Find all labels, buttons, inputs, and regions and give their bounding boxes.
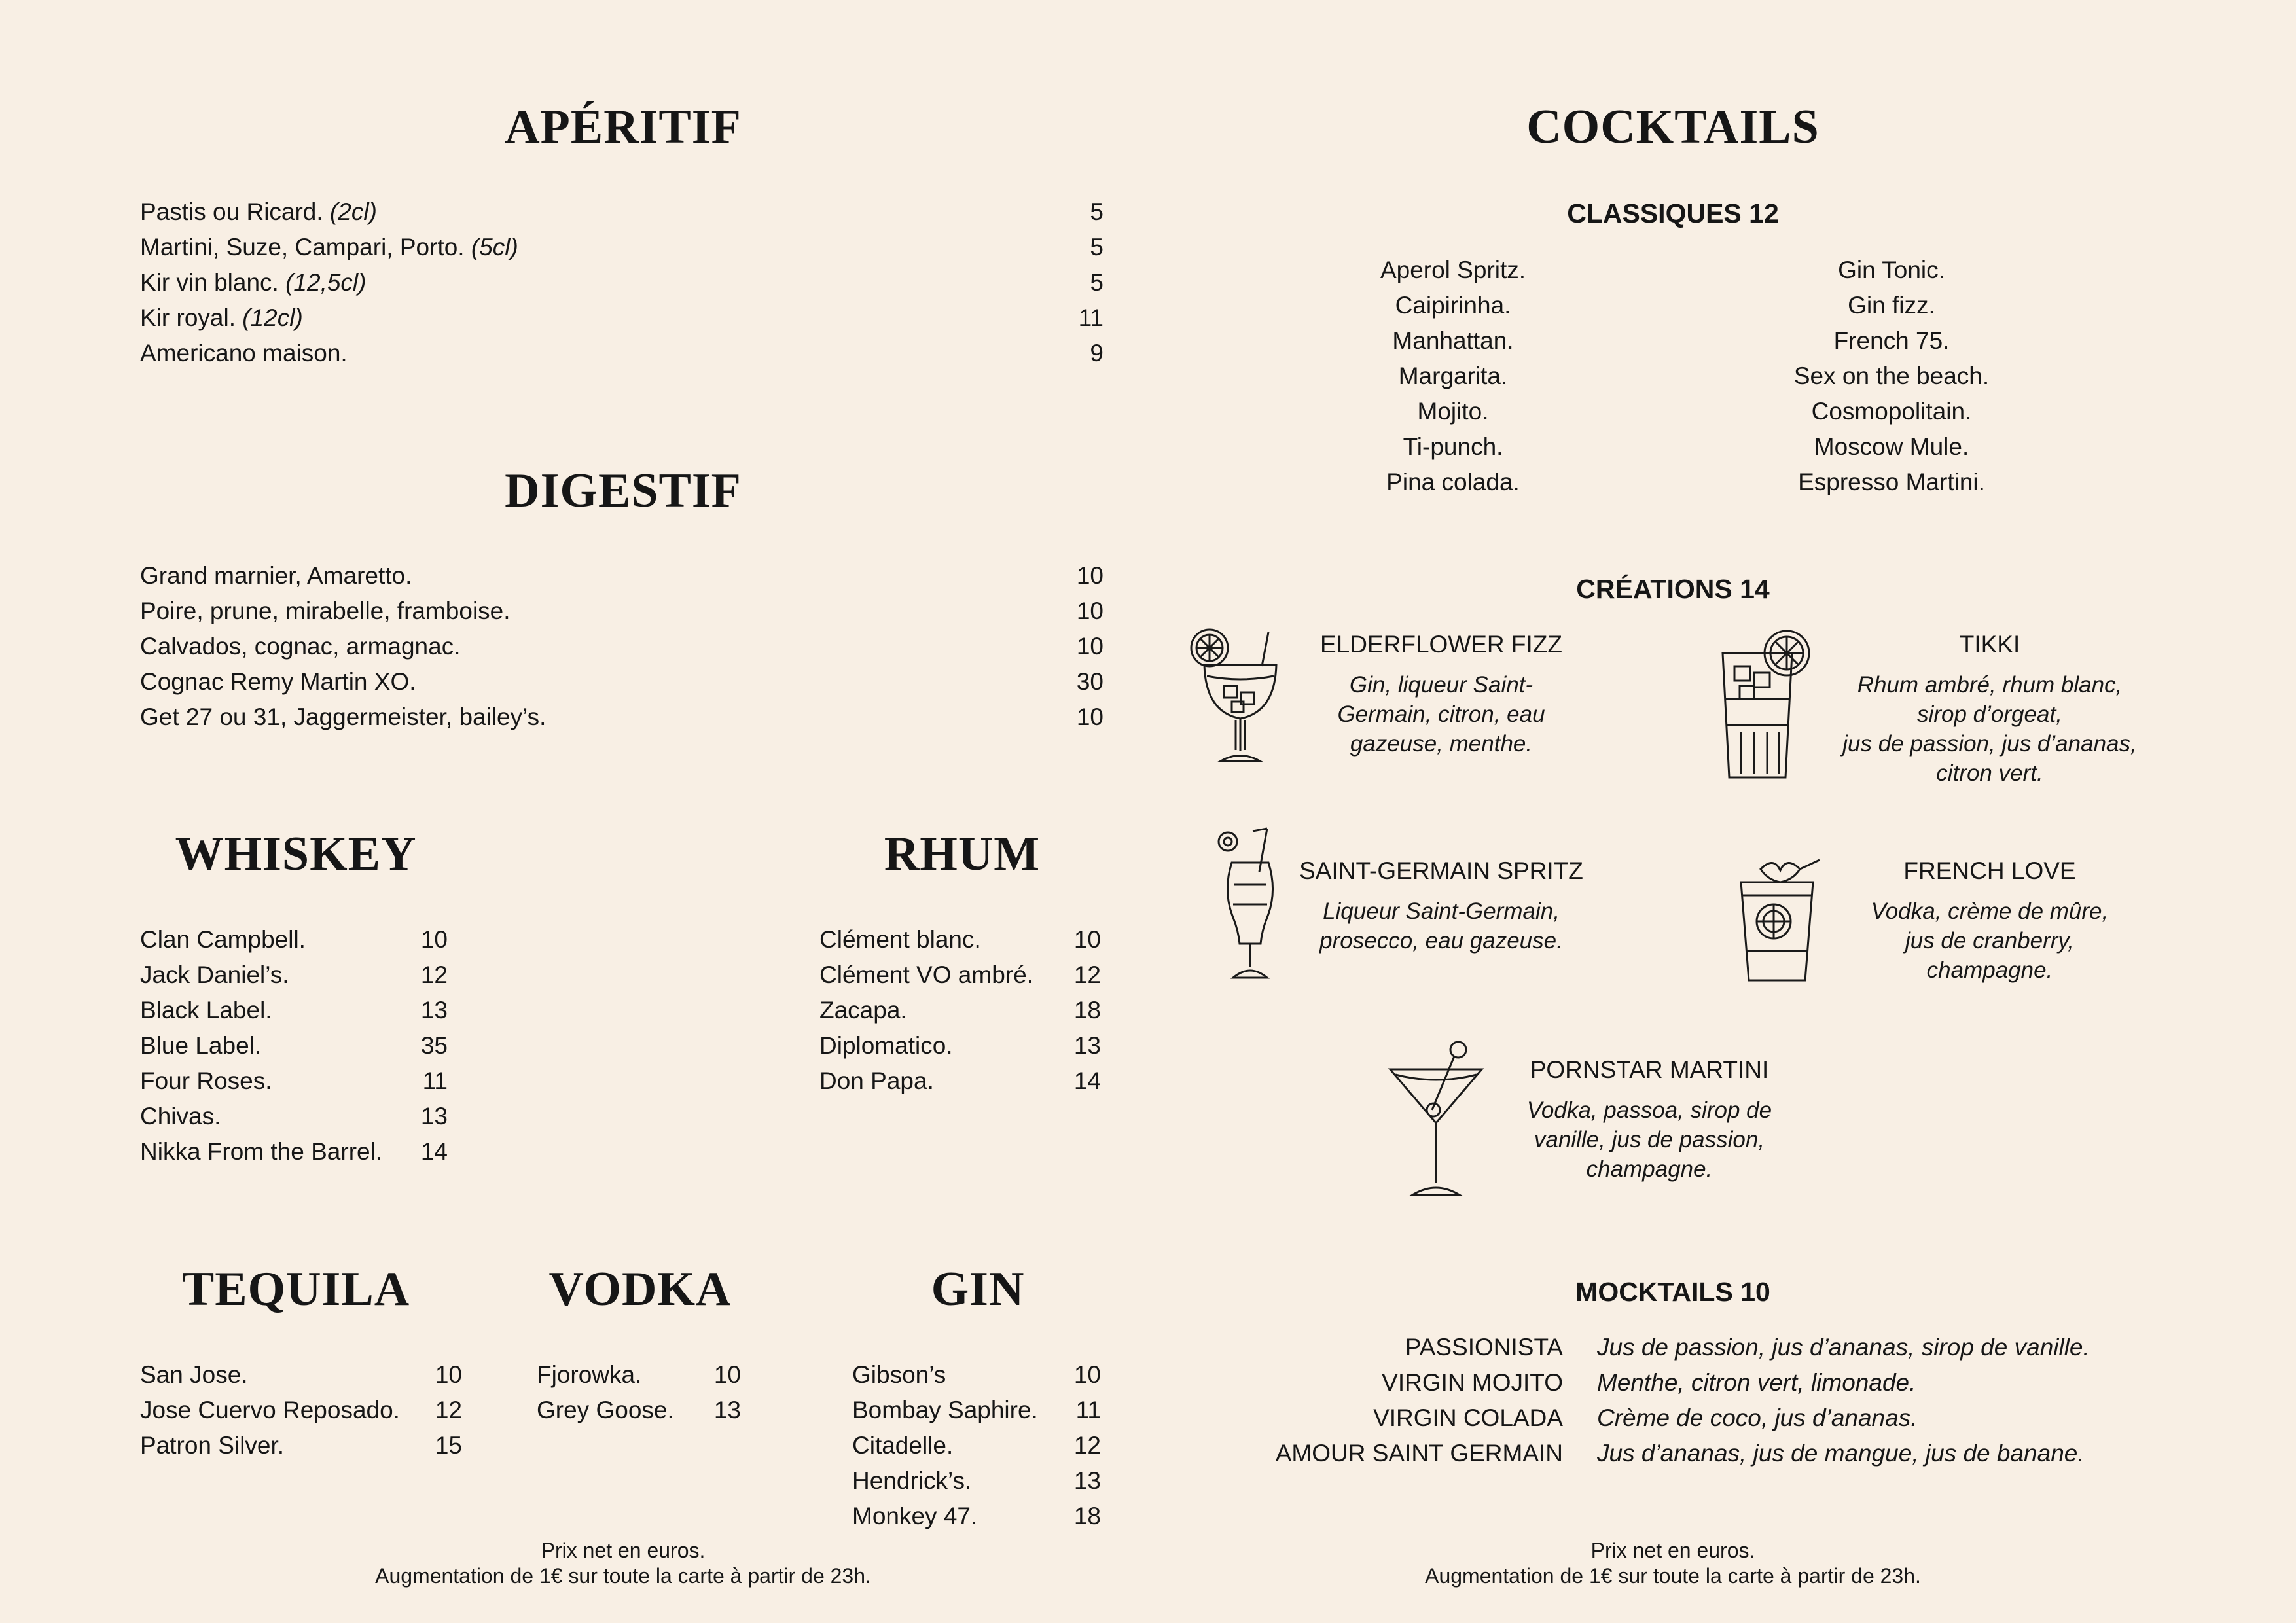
tequila-title: TEQUILA	[181, 1262, 410, 1316]
cocktail-name: TIKKI	[1959, 631, 2020, 658]
footer-right: Prix net en euros. Augmentation de 1€ sur toute la carte à partir de 23h.	[1425, 1539, 1921, 1588]
highball-glass-icon	[1715, 627, 1813, 784]
classiques-col1: Aperol Spritz. Caipirinha. Manhattan. Margarita. Mojito. Ti-punch. Pina colada.	[1380, 257, 1526, 495]
cocktails-title: COCKTAILS	[1526, 100, 1820, 154]
cocktail-description: Rhum ambré, rhum blanc, sirop d’orgeat, jus de passion, jus d’ananas, citron vert.	[1842, 672, 2137, 786]
whiskey-title: WHISKEY	[175, 827, 417, 881]
left-page: APÉRITIF Pastis ou Ricard. (2cl) 5 Martini, Suze, Campari, Porto. (5cl) 5 Kir vin blanc. (12,5cl) 5 Kir royal. (12cl) 11 Americano maison. 9 DIGESTIF Grand marnier, Amaretto. 10 Poire, prune, mirabelle, framboise. 10 Calvados, cognac, armagnac. 10 Cognac Remy Martin XO. 30 Get 27 ou 31, Jaggermeister, bailey’s. 10 WHISKEY Clan Campbell. 10 Jack Daniel’s. 12 Black Label. 13 Blue Label. 35 Four Roses. 11 Chivas. 13 Nikka From the Barrel. 14 RHUM Clément blanc. 10 Clément VO ambré. 12 Zacapa. 18 Diplomatico. 13 Don Papa. 14 TEQUILA San Jose. 10 Jose Cuervo Reposado. 12 Patron Silver. 15 VODKA Fjorowka. 10 Grey Goose. 13 GIN Gibson’s 10 Bombay Saphire. 11 Citadelle. 12 Hendrick’s. 13 Monkey 47. 18 Prix net en euros. Augmentation de 1€ sur toute la carte à partir de 23h.	[140, 100, 1103, 1588]
footer-left: Prix net en euros. Augmentation de 1€ sur toute la carte à partir de 23h.	[375, 1539, 871, 1588]
aperitif-title: APÉRITIF	[505, 100, 742, 154]
vodka-title: VODKA	[548, 1262, 732, 1316]
goblet-glass-icon	[1185, 627, 1296, 768]
cocktail-description: Gin, liqueur Saint- Germain, citron, eau gazeuse, menthe.	[1337, 672, 1545, 757]
cocktail-description: Vodka, crème de mûre, jus de cranberry, champagne.	[1871, 899, 2109, 983]
cocktail-name: SAINT-GERMAIN SPRITZ	[1299, 857, 1583, 884]
classiques-title: CLASSIQUES 12	[1567, 198, 1779, 228]
hurricane-glass-icon	[1213, 826, 1285, 983]
cocktail-name: FRENCH LOVE	[1903, 857, 2076, 884]
classiques-col2: Gin Tonic. Gin fizz. French 75. Sex on the beach. Cosmopolitain. Moscow Mule. Espresso Martini.	[1793, 257, 1990, 495]
tumbler-glass-icon	[1734, 856, 1826, 984]
cocktail-description: Liqueur Saint-Germain, prosecco, eau gazeuse.	[1319, 899, 1563, 954]
martini-glass-icon	[1386, 1038, 1484, 1198]
mocktail-descriptions: Jus de passion, jus d’ananas, sirop de vanille. Menthe, citron vert, limonade. Crème de coco, jus d’ananas. Jus d’ananas, jus de mangue, jus de banane.	[1597, 1334, 2090, 1467]
cocktail-description: Vodka, passoa, sirop de vanille, jus de passion, champagne.	[1526, 1097, 1772, 1182]
cocktail-name: ELDERFLOWER FIZZ	[1319, 631, 1563, 658]
right-page	[1148, 0, 2296, 1623]
rhum-title: RHUM	[884, 827, 1041, 881]
mocktails-title: MOCKTAILS 10	[1575, 1277, 1770, 1307]
gin-title: GIN	[931, 1262, 1025, 1316]
digestif-title: DIGESTIF	[505, 464, 742, 518]
cocktail-name: PORNSTAR MARTINI	[1530, 1056, 1769, 1083]
mocktail-names: PASSIONISTA VIRGIN MOJITO VIRGIN COLADA AMOUR SAINT GERMAIN	[1275, 1334, 1563, 1467]
creations-title: CRÉATIONS 14	[1576, 574, 1770, 604]
